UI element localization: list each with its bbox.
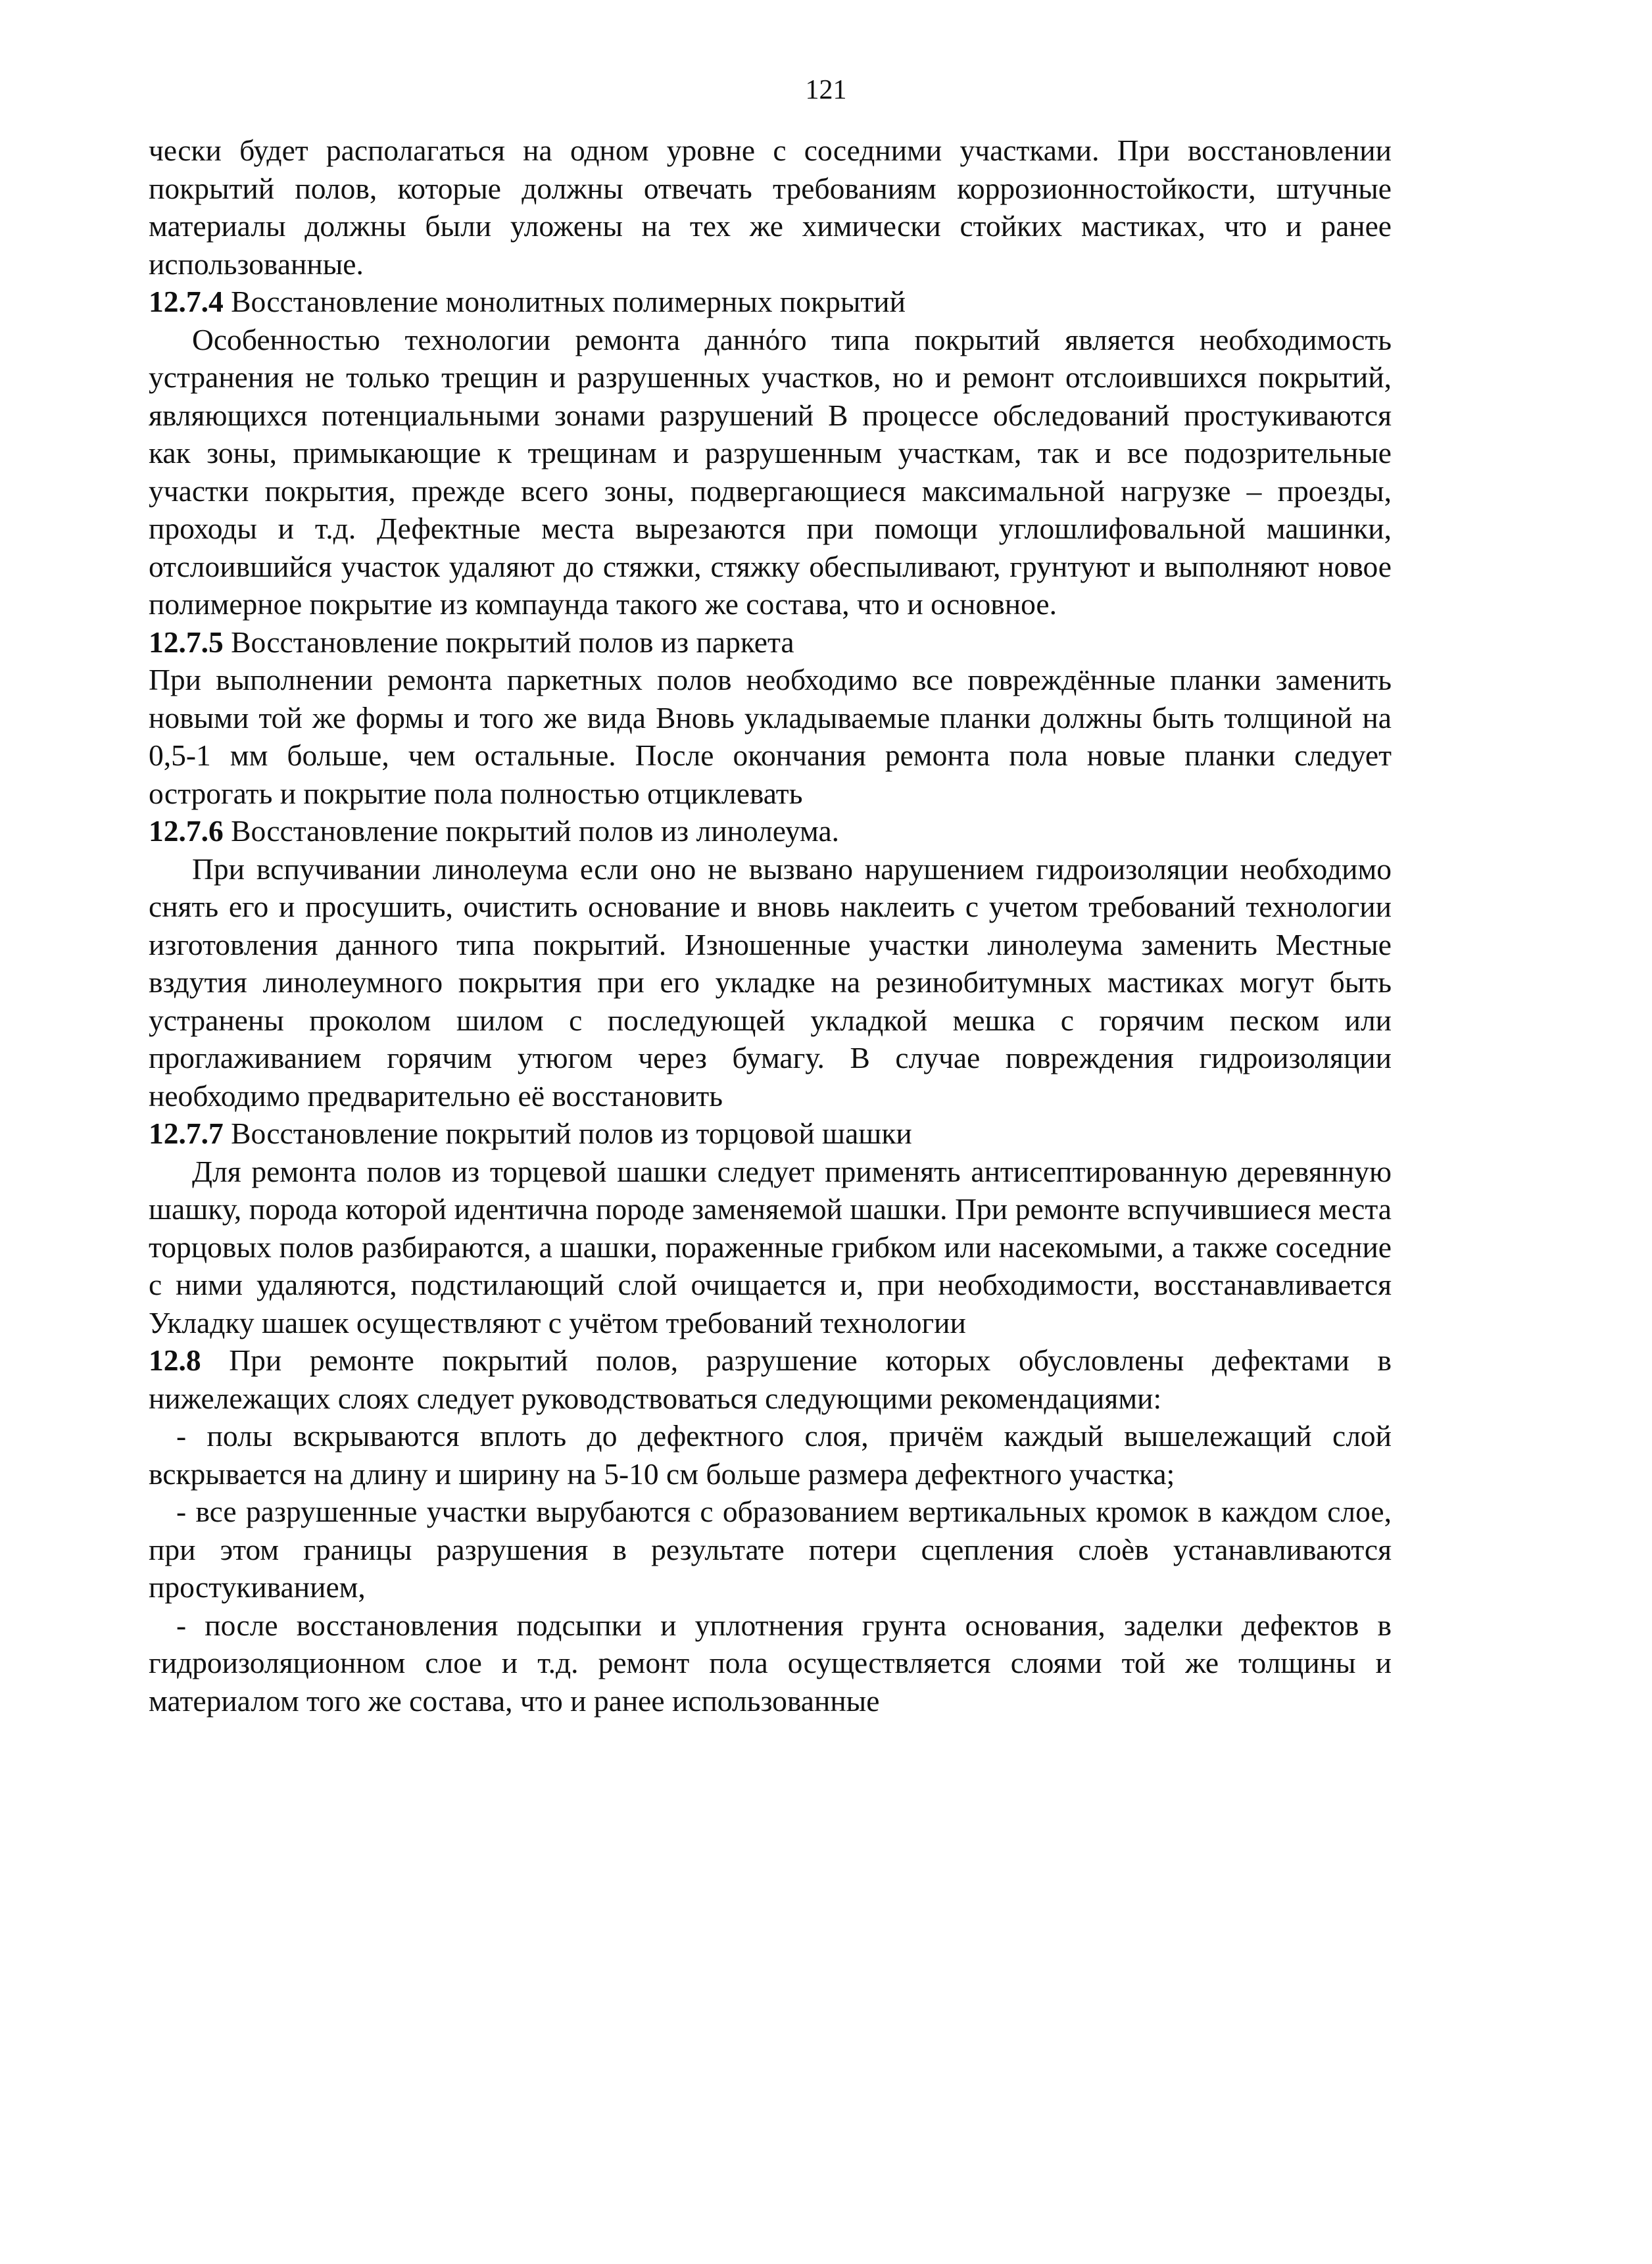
list-item: - после восстановления подсыпки и уплотнения грунта основания, заделки дефектов в гидроизоляционном слое и т.д. ремонт пола осуществляется слоями той же толщины и материалом того же состава, что и ранее использованные (149, 1608, 1392, 1718)
section-paragraph-12-7-7: Для ремонта полов из торцевой шашки следует применять антисептированную деревянную шашку, порода которой идентична породе заменяемой шашки. При ремонте вспучившиеся места торцовых полов разбираются, а шашки, пораженные грибком или насекомыми, а также соседние с ними удаляются, подстилающий слой очищается и, при необходимости, восстанавливается Укладку шашек осуществляют с учётом требований технологии (149, 1154, 1392, 1339)
section-heading-12-7-4 (149, 283, 1392, 321)
section-title: Восстановление покрытий полов из линолеума. (231, 814, 840, 848)
section-heading-12-7-5 (149, 623, 1392, 662)
section-paragraph-12-8 (149, 1341, 1392, 1417)
section-title: Восстановление монолитных полимерных покрытий (231, 285, 906, 318)
section-paragraph-12-7-5: При выполнении ремонта паркетных полов необходимо все повреждённые планки заменить новыми той же формы и того же вида Вновь укладываемые планки должны быть толщиной на 0,5-1 мм больше, чем остальные. После окончания ремонта пола новые планки следует острогать и покрытие пола полностью отциклевать (149, 663, 1392, 810)
section-number: 12.7.7 (149, 1117, 224, 1150)
section-title: Восстановление покрытий полов из паркета (231, 625, 794, 659)
section-title: Восстановление покрытий полов из торцовой шашки (231, 1117, 912, 1150)
document-body (149, 132, 1392, 1720)
section-number: 12.7.6 (149, 814, 224, 848)
list-item: - все разрушенные участки вырубаются с образованием вертикальных кромок в каждом слое, при этом границы разрушения в результате потери сцепления слоѐв устанавливаются простукиванием, (149, 1495, 1392, 1604)
section-paragraph-12-7-4: Особенностью технологии ремонта даннόго типа покрытий является необходимость устранения не только трещин и разрушенных участков, но и ремонт отслоившихся покрытий, являющихся потенциальными зонами разрушений В процессе обследований простукиваются как зоны, примыкающие к трещинам и разрушенным участкам, так и все подозрительные участки покрытия, прежде всего зоны, подвергающиеся максимальной нагрузке – проезды, проходы и т.д. Дефектные места вырезаются при помощи углошлифовальной машинки, отслоившийся участок удаляют до стяжки, стяжку обеспыливают, грунтуют и выполняют новое полимерное покрытие из компаунда такого же состава, что и основное. (149, 322, 1392, 621)
section-number: 12.8 (149, 1343, 201, 1377)
section-number: 12.7.4 (149, 285, 224, 318)
list-item: - полы вскрываются вплоть до дефектного слоя, причём каждый вышележащий слой вскрывается на длину и ширину на 5-10 см больше размера дефектного участка; (149, 1419, 1392, 1491)
section-text: При ремонте покрытий полов, разрушение которых обусловлены дефектами в нижележащих слоях следует руководствоваться следующими рекомендациями: (149, 1343, 1392, 1415)
intro-paragraph: чески будет располагаться на одном уровне с соседними участками. При восстановлении покрытий полов, которые должны отвечать требованиям коррозионностойкости, штучные материалы должны были уложены на тех же химически стойких мастиках, что и ранее использованные. (149, 133, 1392, 281)
section-paragraph-12-7-6: При вспучивании линолеума если оно не вызвано нарушением гидроизоляции необходимо снять его и просушить, очистить основание и вновь наклеить с учетом требований технологии изготовления данного типа покрытий. Изношенные участки линолеума заменить Местные вздутия линолеумного покрытия при его укладке на резинобитумных мастиках могут быть устранены проколом шилом с последующей укладкой мешка с горячим песком или проглаживанием горячим утюгом через бумагу. В случае повреждения гидроизоляции необходимо предварительно её восстановить (149, 852, 1392, 1113)
section-heading-12-7-6 (149, 812, 1392, 850)
section-heading-12-7-7 (149, 1115, 1392, 1153)
page-number: 121 (805, 75, 847, 105)
section-number: 12.7.5 (149, 625, 224, 659)
